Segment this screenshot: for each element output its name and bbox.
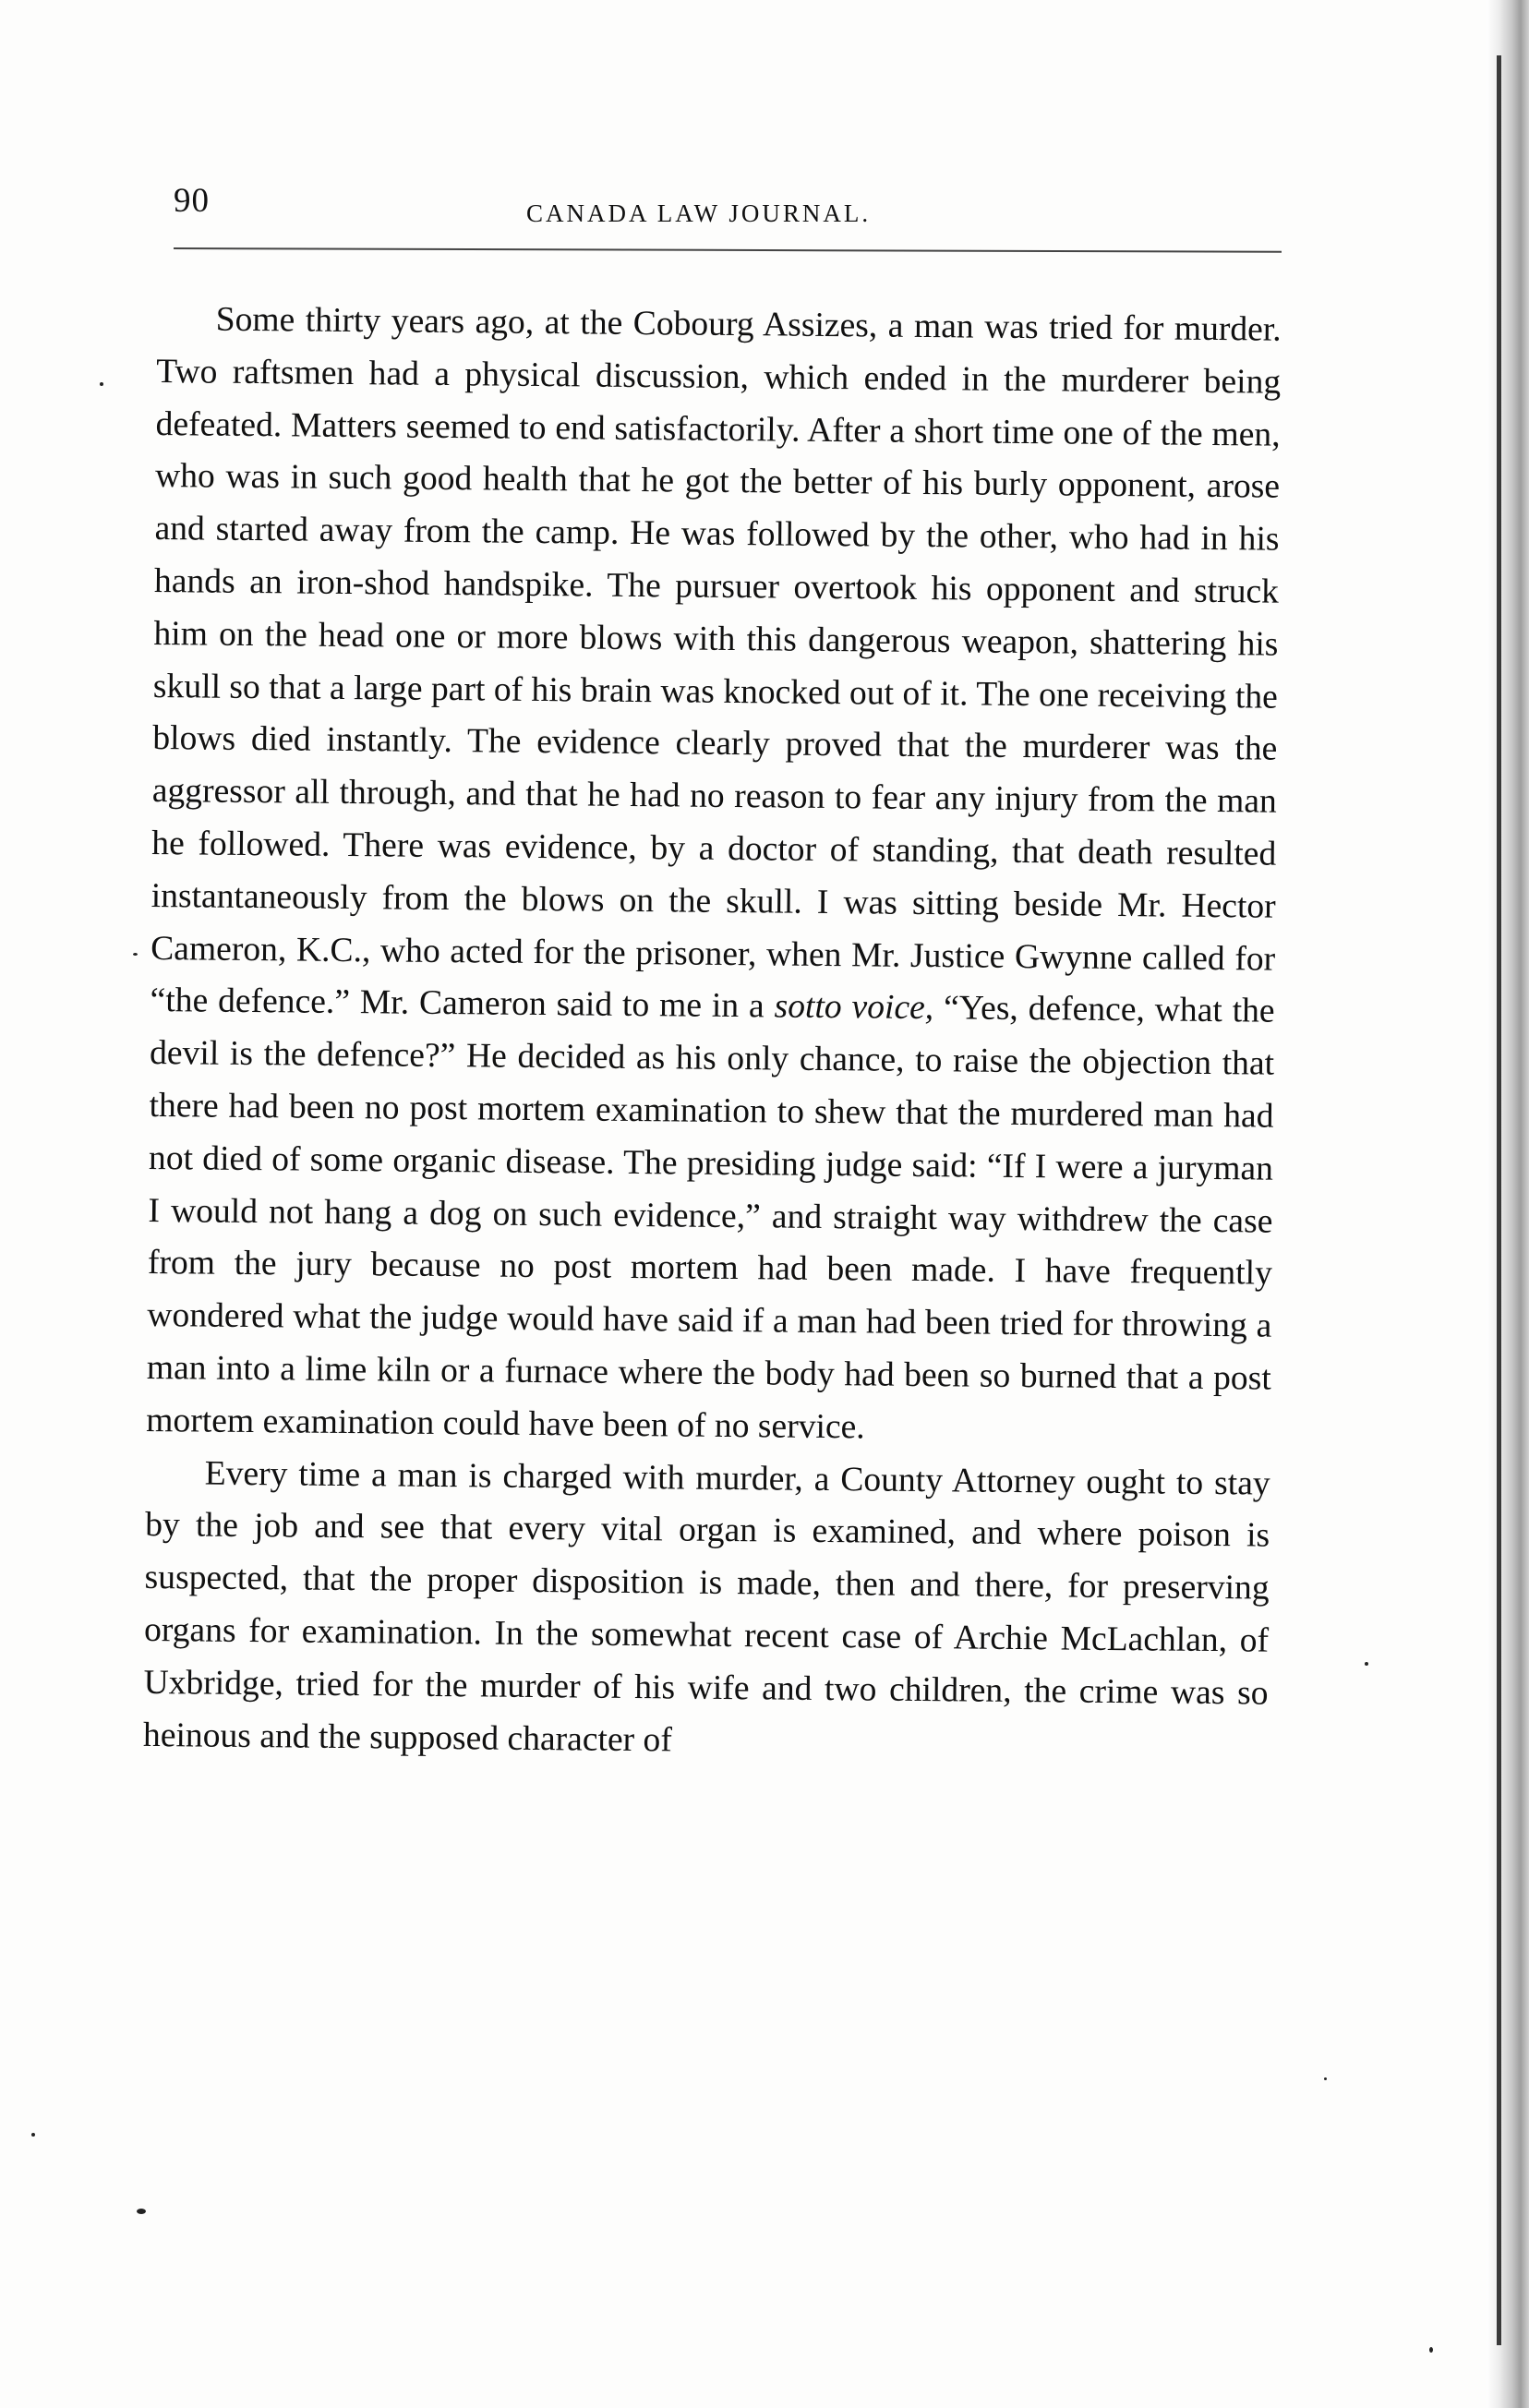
scan-speck <box>1365 1662 1368 1666</box>
paragraph-1 <box>146 294 1282 1458</box>
page-number: 90 <box>174 182 210 220</box>
paragraph-1-text-a: Some thirty years ago, at the Cobourg Assizes, a man was tried for murder. Two raftsmen had a physical discussion, which ended in the murderer being defeated. Matters seemed to end satisfactorily. After a short time one of the men, who was in such good health that he got the better of his burly opponent, arose and started away from the camp. He was followed by the other, who had in his hands an iron-shod handspike. The pursuer overtook his opponent and struck him on the head one or more blows with this dangerous weapon, shattering his skull so that a large part of his brain was knocked out of it. The one receiving the blows died instantly. The evidence clearly proved that the murderer was the aggressor all through, and that he had no reason to fear any injury from the man he followed. There was evidence, by a doctor of standing, that death resulted instantaneously from the blows on the skull. I was sitting beside Mr. Hector Cameron, K.C., who acted for the prisoner, when Mr. Justice Gwynne called for “the defence.” Mr. Cameron said to me in a <box>150 300 1282 1026</box>
paragraph-2: Every time a man is charged with murder, a County Attorney ought to stay by the job and see that every vital organ is examined, and where poison is suspected, that the proper disposition is made, then and there, for preserving organs for examination. In the somewhat recent case of Archie McLachlan, of Uxbridge, tried for the murder of his wife and two children, the crime was so heinous and the supposed character of <box>142 1454 1270 1759</box>
journal-title: CANADA LAW JOURNAL. <box>526 199 872 227</box>
article-body <box>143 294 1282 1773</box>
scan-speck <box>100 382 103 386</box>
running-head <box>174 181 1282 236</box>
page-edge-shadow <box>1487 0 1529 2408</box>
page-edge-line <box>1497 55 1501 2345</box>
scan-speck <box>1429 2347 1433 2353</box>
scan-speck <box>133 953 138 956</box>
paragraph-1-italic: sotto voice, <box>774 987 934 1028</box>
scan-speck <box>1324 2077 1327 2080</box>
scan-speck <box>31 2133 35 2137</box>
scan-speck <box>137 2209 146 2214</box>
header-rule <box>174 247 1282 253</box>
paragraph-1-text-b: “Yes, defence, what the devil is the defence?” He decided as his only chance, to raise the objection that there had been no post mortem examination to shew that the murdered man had not died of some organic disease. The presiding judge said: “If I were a juryman I would not hang a dog on such evidence,” and straight way withdrew the case from the jury because no post mortem had been made. I have frequently wondered what the judge would have said if a man had been tried for throwing a man into a lime kiln or a furnace where the body had been so burned that a post mortem examination could have been of no service. <box>146 989 1275 1447</box>
